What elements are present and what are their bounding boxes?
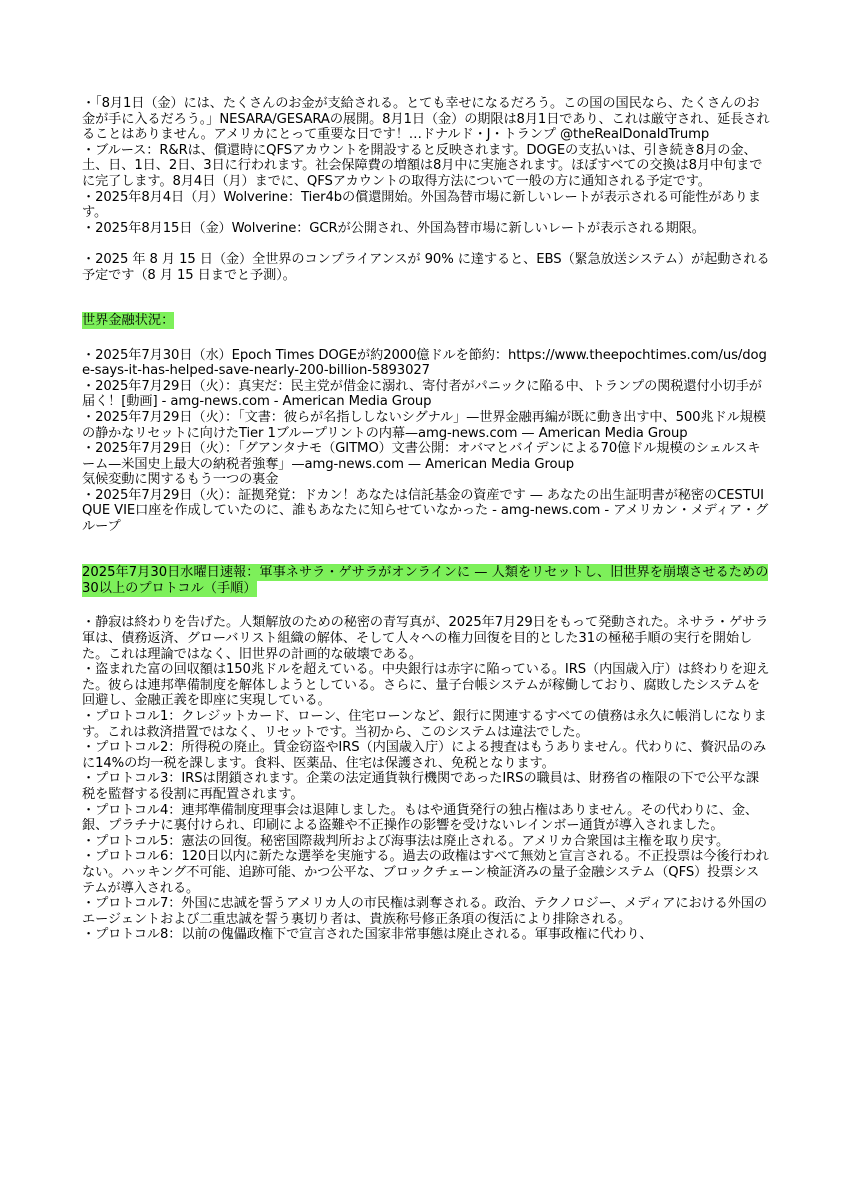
paragraph-silence-ended: ・静寂は終わりを告げた。人類解放のための秘密の青写真が、2025年7月29日をもって発動された。ネサラ・ゲサラ軍は、債務返済、グローバリスト組織の解体、そして人々への権力回復を目的とした31の極秘手順の実行を開始した。これは理論ではなく、旧世界の計画的な破壊である。: [82, 615, 769, 662]
paragraph-wolverine-aug4: ・2025年8月4日（月）Wolverine：Tier4bの償還開始。外国為替市場に新しいレートが表示される可能性があります。: [82, 189, 761, 221]
highlighted-heading-text: 世界金融状況：: [82, 313, 175, 329]
paragraph-wealth-recovery: ・盗まれた富の回収額は150兆ドルを超えている。中央銀行は赤字に陥っている。IRS（内国歳入庁）は終わりを迎えた。彼らは連邦準備制度を解体しようとしている。さらに、量子台帳システムが稼働しており、腐敗したシステムを回避し、金融正義を即座に実現している。: [82, 662, 770, 709]
paragraph-protocol-7: ・プロトコル7：外国に忠誠を誓うアメリカ人の市民権は剥奪される。政治、テクノロジー、メディアにおける外国のエージェントおよび二重忠誠を誓う裏切り者は、貴族称号修正条項の復活により排除される。: [82, 896, 768, 927]
paragraph-epoch-times: ・2025年7月30日（水）Epoch Times DOGEが約2000億ドルを節約：https://www.theepochtimes.com/us/doge-says-it-has-helped-save-nearly-200-billion-5893027: [82, 347, 767, 379]
paragraph-trump-quote: ・「8月1日（金）には、たくさんのお金が支給される。とても幸せになるだろう。この国の国民なら、たくさんのお金が手に入るだろう。」NESARA/GESARAの展開。8月1日（金）の期限は8月1日であり、これは厳守され、延長されることはありません。アメリカにとって重要な日です！…ドナルド・J・トランプ @theRealDonaldTrump: [82, 96, 770, 143]
paragraph-protocol-8: ・プロトコル8：以前の傀儡政権下で宣言された国家非常事態は廃止される。軍事政権に代わり、: [82, 927, 653, 943]
section-spacer: [82, 597, 770, 615]
section-spacer: [82, 330, 770, 348]
paragraph-bruce: ・ブルース：R&Rは、償還時にQFSアカウントを開設すると反映されます。DOGEの支払いは、引き続き8月の金、土、日、1日、2日、3日に行われます。社会保障費の増額は8月中に実施されます。ほぼすべての交換は8月中旬までに完了します。8月4日（月）までに、QFSアカウントの取得方法について一般の方に通知される予定です。: [82, 142, 763, 189]
paragraph-ebs: ・2025 年 8 月 15 日（金）全世界のコンプライアンスが 90% に達すると、EBS（緊急放送システム）が起動される予定です（8 月 15 日までと予測）。: [82, 251, 770, 283]
paragraph-protocol-1: ・プロトコル1：クレジットカード、ローン、住宅ローンなど、銀行に関連するすべての債務は永久に帳消しになります。これは救済措置ではなく、リセットです。当初から、このシステムは違法でした。: [82, 709, 767, 740]
paragraph-gitmo: ・2025年7月29日（火）：「グアンタナモ（GITMO）文書公開：オバマとバイデンによる70億ドル規模のシェルスキーム—米国史上最大の納税者強奪」—amg-news.com — American Media Group: [82, 441, 761, 472]
paragraph-protocol-6: ・プロトコル6：120日以内に新たな選挙を実施する。過去の政権はすべて無効と宣言される。不正投票は今後行われない。ハッキング不可能、追跡可能、かつ公平な、ブロックチェーン検証済みの量子金融システム（QFS）投票システムが導入される。: [82, 849, 769, 896]
blank-line: [82, 236, 770, 252]
document-page: [82, 96, 770, 943]
paragraph-tier1-blueprint: ・2025年7月29日（火）：「文書：彼らが名指ししないシグナル」—世界金融再編が既に動き出す中、500兆ドル規模の静かなリセットに向けたTier 1ブループリントの内幕—amg-news.com — American Media Group: [82, 409, 766, 441]
section-heading-finance: [82, 313, 770, 329]
paragraph-climate-fund: 気候変動に関するもう一つの裏金: [82, 472, 279, 488]
section-heading-news: [82, 565, 770, 598]
paragraph-protocol-4: ・プロトコル4：連邦準備制度理事会は退陣しました。もはや通貨発行の独占権はありません。その代わりに、金、銀、プラチナに裏付けられ、印刷による盗難や不正操作の影響を受けないレインボー通貨が導入されました。: [82, 802, 759, 834]
highlighted-heading-text: 2025年7月30日水曜日速報：軍事ネサラ・ゲサラがオンラインに — 人類をリセットし、旧世界を崩壊させるための30以上のプロトコル（手順）: [82, 564, 769, 597]
paragraph-protocol-5: ・プロトコル5：憲法の回復。秘密国際裁判所および海事法は廃止される。アメリカ合衆国は主権を取り戻す。: [82, 833, 730, 849]
paragraph-protocol-2: ・プロトコル2：所得税の廃止。賃金窃盗やIRS（内国歳入庁）による捜査はもうありません。代わりに、贅沢品のみに14%の均一税を課します。食料、医薬品、住宅は保護され、免税となります。: [82, 740, 767, 771]
paragraph-tariff-refund: ・2025年7月29日（火）：真実だ：民主党が借金に溺れ、寄付者がパニックに陥る中、トランプの関税還付小切手が届く！[動画] - amg-news.com - American Media Group: [82, 378, 762, 410]
paragraph-wolverine-aug15: ・2025年8月15日（金）Wolverine：GCRが公開され、外国為替市場に新しいレートが表示される期限。: [82, 220, 705, 236]
paragraph-protocol-3: ・プロトコル3：IRSは閉鎖されます。企業の法定通貨執行機関であったIRSの職員は、財務省の権限の下で公平な課税を監督する役割に再配置されます。: [82, 771, 760, 802]
section-spacer: [82, 535, 770, 565]
paragraph-cestui-que-vie: ・2025年7月29日（火）：証拠発覚：ドカン！あなたは信託基金の資産です — あなたの出生証明書が秘密のCESTUI QUE VIE口座を作成していたのに、誰もあなたに知らせていなかった - amg-news.com - アメリカン・メディア・グループ: [82, 487, 769, 535]
section-spacer: [82, 283, 770, 313]
